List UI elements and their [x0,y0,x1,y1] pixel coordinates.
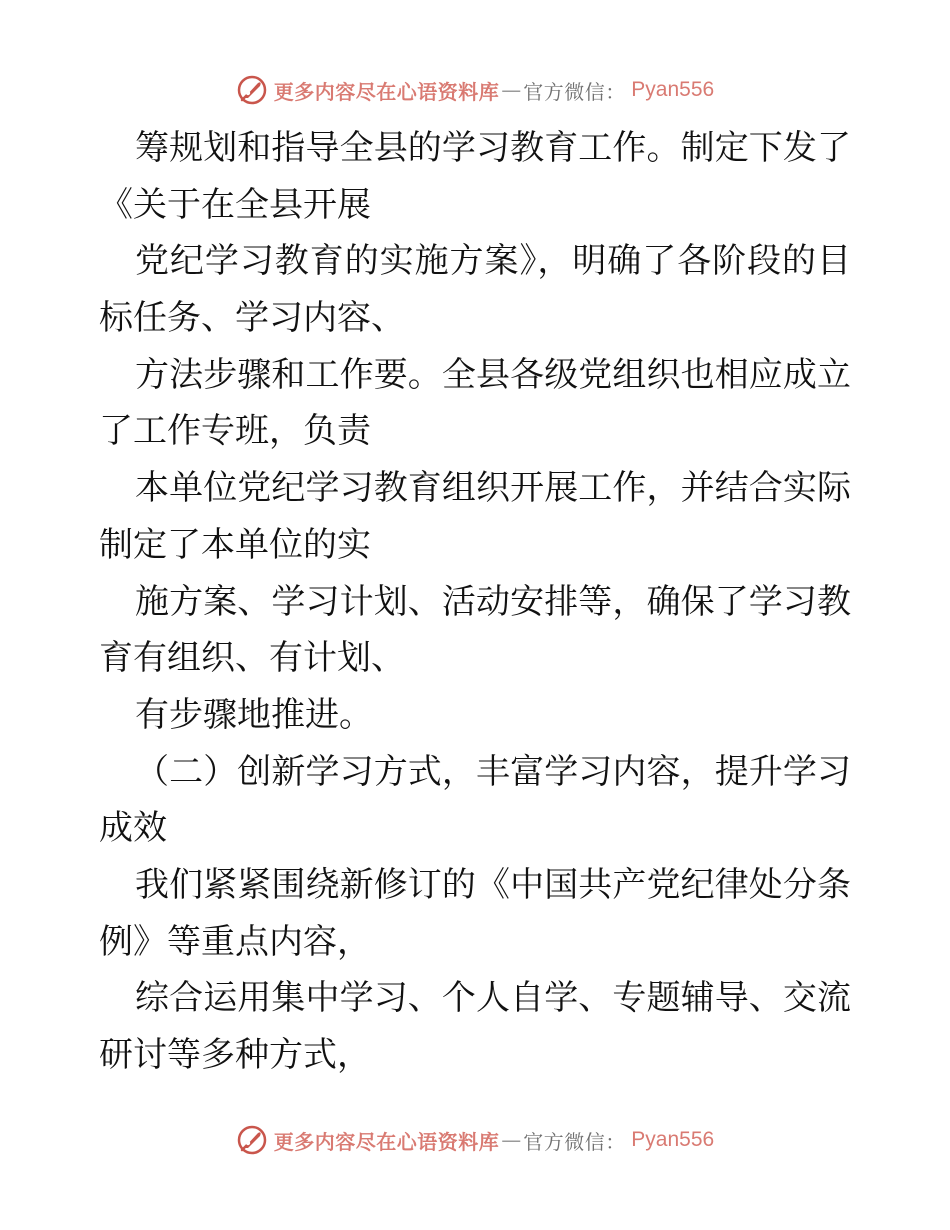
feather-logo-icon [236,1124,268,1156]
wechat-id: Pyan556 [631,78,715,101]
body-line: 有步骤地推进。 [135,694,373,735]
banner-text: 更多内容尽在心语资料库 [273,1129,500,1154]
body-line: 研讨等多种方式， [99,1035,371,1075]
footer-banner [0,1120,950,1160]
banner-text: 更多内容尽在心语资料库 [273,79,500,104]
body-line: 施方案、学习计划、活动安排等，确保了学习教 [135,581,851,622]
body-line: 例》等重点内容， [99,921,371,962]
body-line: 党纪学习教育的实施方案》，明确了各阶段的目 [135,241,851,282]
document-body [99,120,851,1084]
body-line: 了工作专班，负责 [99,411,371,452]
wechat-id: Pyan556 [631,1128,715,1151]
body-line: 综合运用集中学习、个人自学、专题辅导、交流 [135,978,851,1019]
body-line: 《关于在全县开展 [99,184,371,225]
body-line: 育有组织、有计划、 [99,638,405,679]
section-heading-line: （二）创新学习方式，丰富学习内容，提升学习 [135,751,851,792]
banner-dash: — [501,1128,522,1152]
wechat-colon: ： [605,1129,626,1154]
header-banner [0,70,950,110]
section-heading-line: 成效 [99,808,167,849]
wechat-label: 官方微信 [523,79,606,104]
body-line: 方法步骤和工作要。全县各级党组织也相应成立 [135,354,851,395]
wechat-label: 官方微信 [523,1129,606,1154]
body-line: 我们紧紧围绕新修订的《中国共产党纪律处分条 [135,864,851,905]
feather-logo-icon [236,74,268,106]
body-line: 标任务、学习内容、 [99,298,405,339]
banner-dash: — [501,78,522,102]
body-line: 本单位党纪学习教育组织开展工作，并结合实际 [135,468,851,509]
wechat-colon: ： [605,79,626,104]
body-line: 制定了本单位的实 [99,524,371,565]
body-line: 筹规划和指导全县的学习教育工作。制定下发了 [135,128,851,168]
